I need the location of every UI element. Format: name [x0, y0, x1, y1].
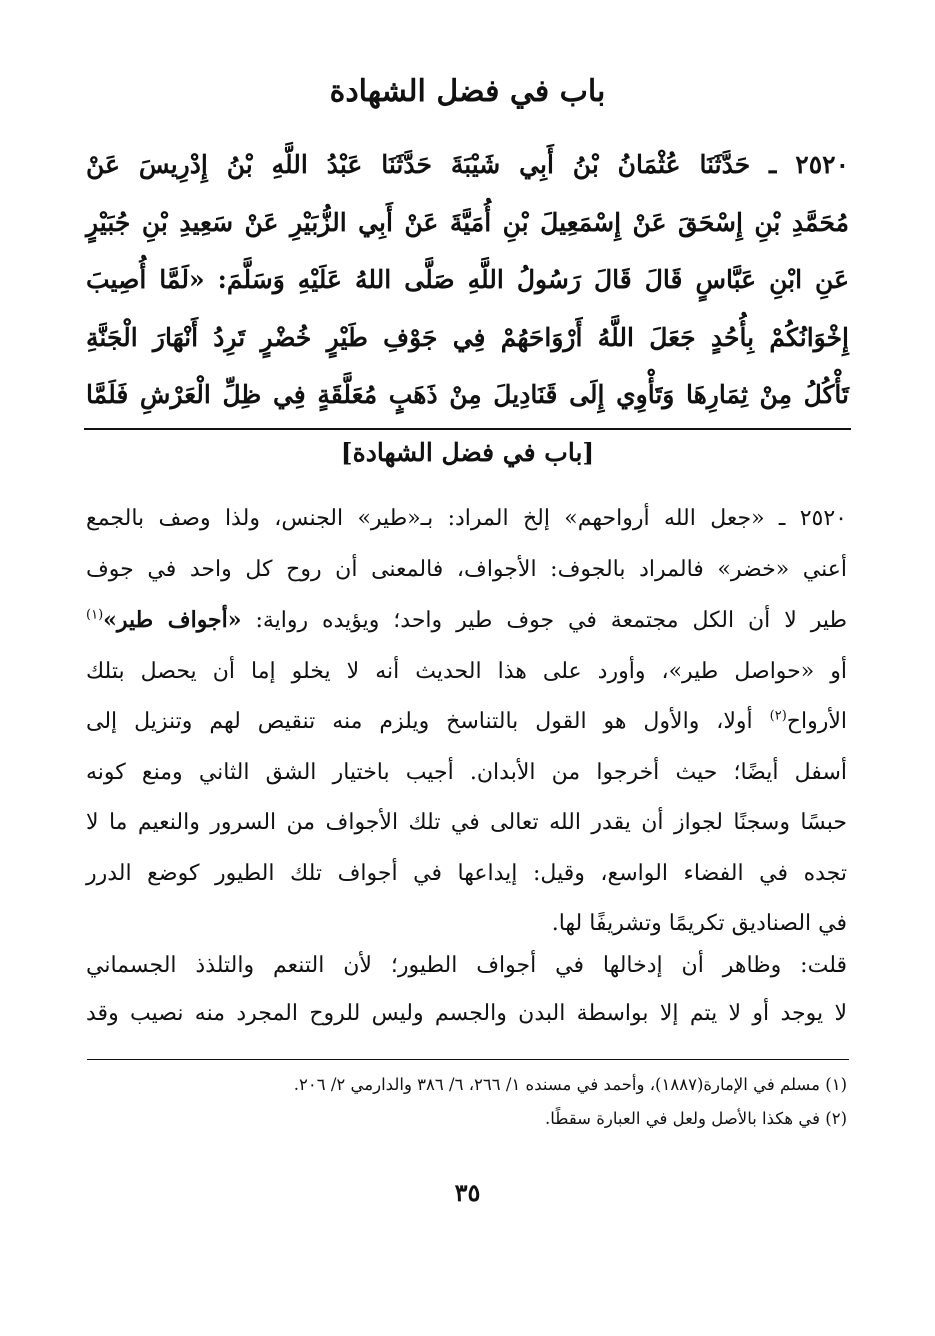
page-number: ٣٥: [454, 1178, 481, 1207]
commentary-text-span: طير لا أن الكل مجتمعة في جوف طير واحد؛ ويؤيده رواية:: [241, 608, 847, 633]
commentary-line: [86, 697, 847, 748]
chapter-heading: باب في فضل الشهادة: [329, 74, 606, 109]
hadith-line: مُحَمَّدِ بْنِ إِسْحَقَ عَنْ إِسْمَعِيلَ بْنِ أُمَيَّةَ عَنْ أَبِي الزُّبَيْرِ عَنْ سَعِيدِ بْنِ جُبَيْرٍ: [86, 207, 849, 237]
hadith-line: تَأْكُلُ مِنْ ثِمَارِهَا وَتَأْوِي إِلَى قَنَادِيلَ مِنْ ذَهَبٍ مُعَلَّقَةٍ فِي ظِلِّ الْعَرْشِ فَلَمَّا: [86, 380, 849, 409]
quoted-phrase: «أجواف طير»: [103, 607, 242, 633]
section-divider: [84, 428, 851, 430]
footnote-marker: (١): [86, 607, 104, 623]
footnote: (١) مسلم في الإمارة(١٨٨٧)، وأحمد في مسنده ١/ ٢٦٦، ٦/ ٣٨٦ والدارمي ٢/ ٢٠٦.: [293, 1075, 847, 1094]
commentary-heading: [باب في فضل الشهادة]: [340, 438, 595, 467]
footnote-divider: [87, 1059, 849, 1060]
paragraph-line: قلت: وظاهر أن إدخالها في أجواف الطيور؛ لأن التنعم والتلذذ الجسماني: [86, 953, 847, 978]
paragraph-line: لا يوجد أو لا يتم إلا بواسطة البدن والجسم وليس للروح المجرد منه نصيب وقد: [86, 1001, 847, 1026]
commentary-line: حبسًا وسجنًا لجواز أن يقدر الله تعالى في تلك الأجواف من السرور والنعيم ما لا: [86, 810, 847, 835]
commentary-line: تجده في الفضاء الواسع، وقيل: إيداعها في أجواف تلك الطيور كوضع الدرر: [86, 860, 847, 886]
hadith-line: إِخْوَانُكُمْ بِأُحُدٍ جَعَلَ اللَّهُ أَرْوَاحَهُمْ فِي جَوْفِ طَيْرٍ خُضْرٍ تَرِدُ أَنْهَارَ الْجَنَّةِ: [86, 322, 849, 352]
commentary-text-span: الأرواح: [786, 709, 847, 734]
second-paragraph: [86, 942, 847, 1038]
commentary-text: [86, 494, 847, 950]
footnote-marker: (٢): [769, 708, 787, 724]
commentary-line: ٢٥٢٠ ـ «جعل الله أرواحهم» إلخ المراد: بـ«طير» الجنس، ولذا وصف بالجمع: [86, 506, 847, 531]
commentary-line: في الصناديق تكريمًا وتشريفًا لها.: [551, 911, 847, 936]
footnotes: [86, 1068, 847, 1136]
commentary-line: أعني «خضر» فالمراد بالجوف: الأجواف، فالمعنى أن روح كل واحد في جوف: [86, 556, 847, 582]
hadith-line: عَنِ ابْنِ عَبَّاسٍ قَالَ قَالَ رَسُولُ اللَّهِ صَلَّى اللهُ عَلَيْهِ وَسَلَّمَ: «لَمَّا أُصِيبَ: [86, 265, 849, 294]
commentary-line: [86, 595, 847, 647]
commentary-line: أسفل أيضًا؛ حيث أخرجوا من الأبدان. أجيب باختيار الشق الثاني ومنع كونه: [86, 759, 847, 785]
commentary-line: أو «حواصل طير»، وأورد على هذا الحديث أنه لا يخلو إما أن يحصل بتلك: [86, 658, 847, 684]
hadith-line: ٢٥٢٠ ـ حَدَّثَنَا عُثْمَانُ بْنُ أَبِي شَيْبَةَ حَدَّثَنَا عَبْدُ اللَّهِ بْنُ إِدْرِيسَ عَنْ: [86, 150, 849, 179]
commentary-text-span: أولا، والأول هو القول بالتناسخ ويلزم منه تنقيص لهم وتنزيل إلى: [86, 709, 770, 734]
footnote: (٢) في هكذا بالأصل ولعل في العبارة سقطًا.: [545, 1109, 847, 1128]
hadith-text: [86, 136, 849, 424]
